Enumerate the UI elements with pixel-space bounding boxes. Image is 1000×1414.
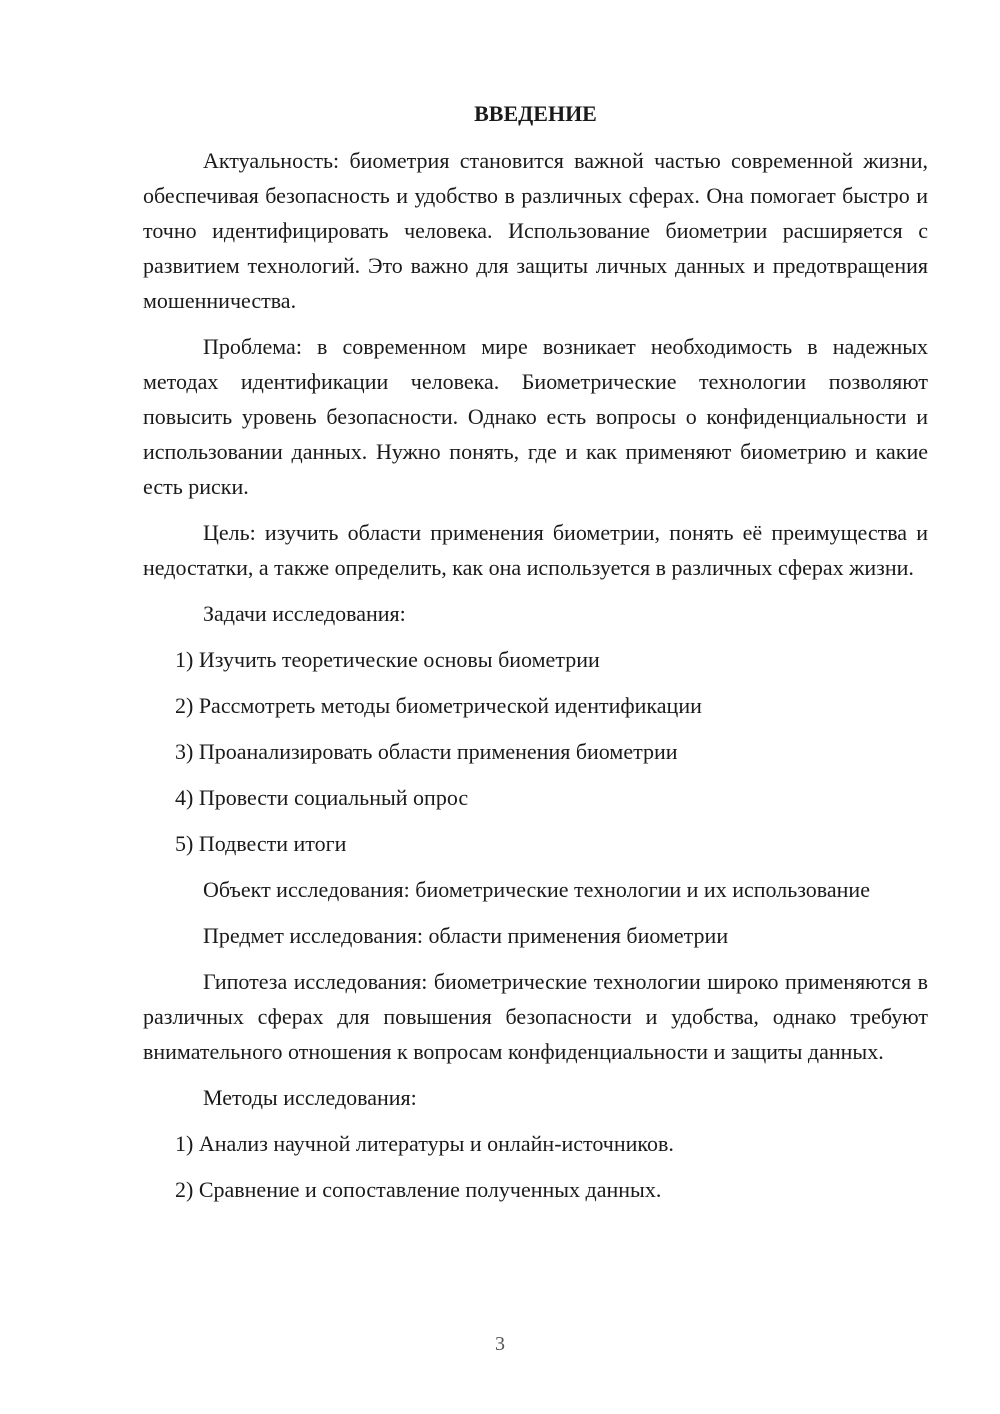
method-item: 1) Анализ научной литературы и онлайн-источников.	[175, 1131, 674, 1156]
task-item: 2) Рассмотреть методы биометрической идентификации	[175, 693, 702, 718]
section-title: ВВЕДЕНИЕ	[474, 101, 597, 126]
subject-paragraph: Предмет исследования: области применения биометрии	[203, 923, 729, 948]
page-number: 3	[495, 1333, 505, 1355]
goal-paragraph: Цель: изучить области применения биометрии, понять её преимущества и недостатки, а также определить, как она используется в различных сферах жизни.	[143, 520, 928, 580]
task-item: 3) Проанализировать области применения биометрии	[175, 739, 678, 764]
tasks-heading: Задачи исследования:	[203, 601, 406, 626]
methods-heading: Методы исследования:	[203, 1085, 417, 1110]
hypothesis-paragraph: Гипотеза исследования: биометрические технологии широко применяются в различных сферах для повышения безопасности и удобства, однако требуют внимательного отношения к вопросам конфиденциальности и защиты данных.	[143, 969, 928, 1064]
problem-paragraph: Проблема: в современном мире возникает необходимость в надежных методах идентификации человека. Биометрические технологии позволяют повысить уровень безопасности. Однако есть вопросы о конфиденциальности и использовании данных. Нужно понять, где и как применяют биометрию и какие есть риски.	[143, 334, 928, 499]
document-body	[143, 96, 928, 1218]
task-item: 5) Подвести итоги	[175, 831, 347, 856]
relevance-paragraph: Актуальность: биометрия становится важной частью современной жизни, обеспечивая безопасность и удобство в различных сферах. Она помогает быстро и точно идентифицировать человека. Использование биометрии расширяется с развитием технологий. Это важно для защиты личных данных и предотвращения мошенничества.	[143, 148, 928, 313]
task-item: 4) Провести социальный опрос	[175, 785, 469, 810]
task-item: 1) Изучить теоретические основы биометрии	[175, 647, 600, 672]
object-paragraph: Объект исследования: биометрические технологии и их использование	[203, 877, 870, 902]
method-item: 2) Сравнение и сопоставление полученных данных.	[175, 1177, 662, 1202]
